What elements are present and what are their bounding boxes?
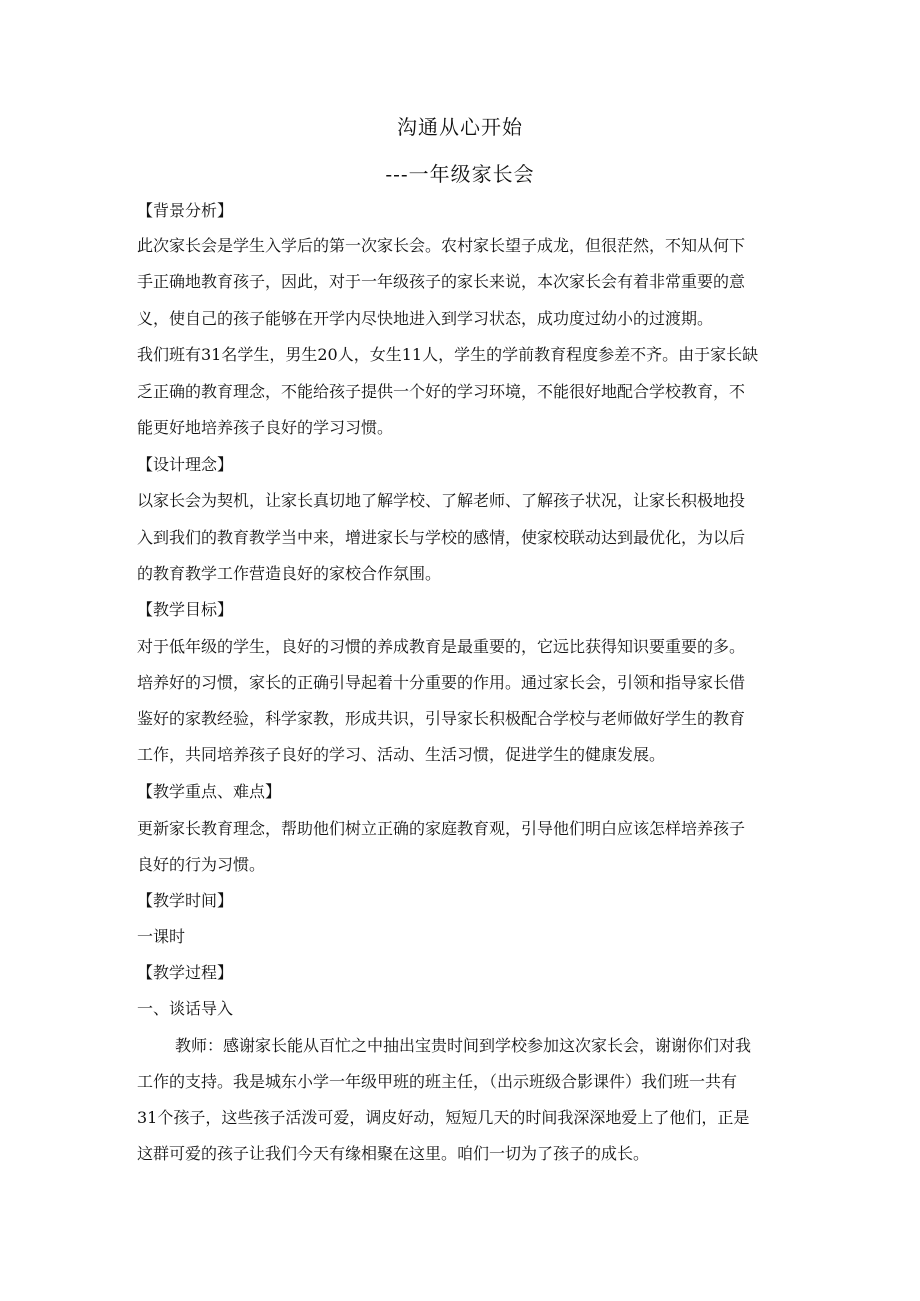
paragraph-line: 一课时 — [137, 927, 186, 946]
section-heading-goals: 【教学目标】 — [137, 600, 234, 619]
paragraph-line: 良好的行为习惯。 — [137, 855, 266, 874]
paragraph-line: 以家长会为契机，让家长真切地了解学校、了解老师、了解孩子状况，让家长积极地投 — [137, 491, 746, 510]
paragraph-line: 对于低年级的学生，良好的习惯的养成教育是最重要的，它远比获得知识要重要的多。 — [137, 637, 746, 656]
section-heading-process: 【教学过程】 — [137, 963, 234, 982]
paragraph-line: 鉴好的家教经验，科学家教，形成共识，引导家长积极配合学校与老师做好学生的教育 — [137, 709, 746, 728]
paragraph-line: 更新家长教育理念，帮助他们树立正确的家庭教育观，引导他们明白应该怎样培养孩子 — [137, 819, 746, 838]
paragraph-line: 手正确地教育孩子，因此，对于一年级孩子的家长来说，本次家长会有着非常重要的意 — [137, 272, 746, 291]
paragraph-line: 工作，共同培养孩子良好的学习、活动、生活习惯，促进学生的健康发展。 — [137, 745, 666, 764]
section-heading-keypoints: 【教学重点、难点】 — [137, 782, 282, 801]
section-heading-design: 【设计理念】 — [137, 455, 234, 474]
paragraph-line: 此次家长会是学生入学后的第一次家长会。农村家长望子成龙，但很茫然，不知从何下 — [137, 236, 746, 255]
paragraph-line: 能更好地培养孩子良好的学习习惯。 — [137, 418, 394, 437]
document-subtitle: ---一年级家长会 — [385, 162, 535, 186]
paragraph-line: 教师：感谢家长能从百忙之中抽出宝贵时间到学校参加这次家长会，谢谢你们对我 — [175, 1036, 752, 1055]
section-heading-time: 【教学时间】 — [137, 891, 234, 910]
paragraph-line: 工作的支持。我是城东小学一年级甲班的班主任，（出示班级合影课件）我们班一共有 — [137, 1072, 738, 1091]
section-heading-background: 【背景分析】 — [137, 201, 234, 220]
paragraph-line: 这群可爱的孩子让我们今天有缘相聚在这里。咱们一切为了孩子的成长。 — [137, 1144, 650, 1163]
paragraph-line: 乏正确的教育理念，不能给孩子提供一个好的学习环境，不能很好地配合学校教育，不 — [137, 382, 746, 401]
paragraph-line: 31个孩子，这些孩子活泼可爱，调皮好动，短短几天的时间我深深地爱上了他们，正是 — [137, 1108, 750, 1127]
paragraph-line: 我们班有31名学生，男生20人，女生11人，学生的学前教育程度参差不齐。由于家长缺 — [137, 345, 759, 364]
paragraph-line: 义，使自己的孩子能够在开学内尽快地进入到学习状态，成功度过幼小的过渡期。 — [137, 309, 714, 328]
paragraph-line: 培养好的习惯，家长的正确引导起着十分重要的作用。通过家长会，引领和指导家长借 — [137, 673, 746, 692]
paragraph-line: 的教育教学工作营造良好的家校合作氛围。 — [137, 564, 442, 583]
document-title: 沟通从心开始 — [397, 115, 523, 139]
paragraph-line: 入到我们的教育教学当中来，增进家长与学校的感情，使家校联动达到最优化，为以后 — [137, 528, 746, 547]
paragraph-line: 一、谈话导入 — [137, 999, 234, 1018]
